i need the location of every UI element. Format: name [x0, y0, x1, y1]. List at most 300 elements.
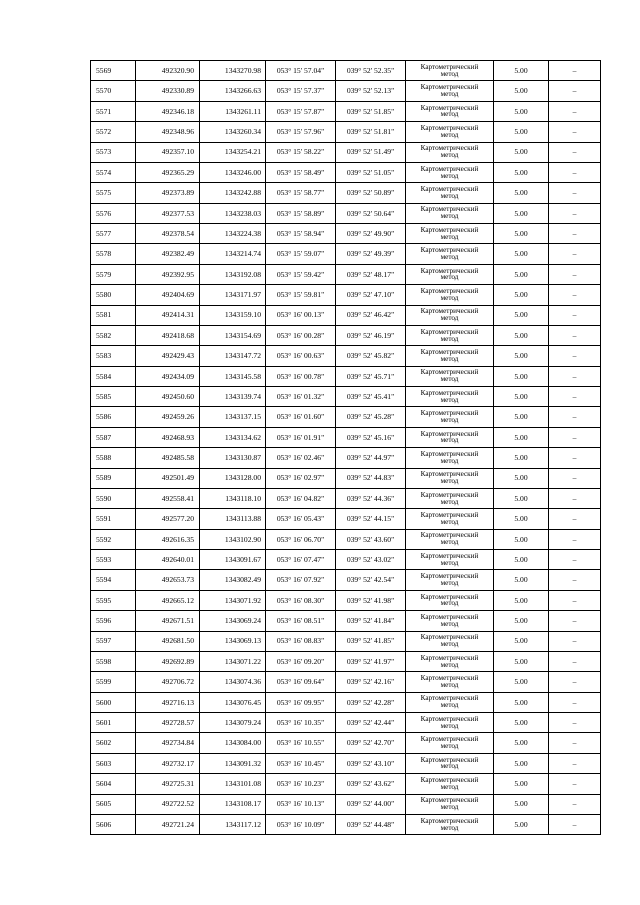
method-cell	[406, 285, 494, 305]
accuracy-cell: 5.00	[494, 285, 549, 305]
note-cell: –	[549, 162, 601, 182]
latitude-cell: 053° 15' 57.96"	[266, 122, 336, 142]
note-cell: –	[549, 203, 601, 223]
method-line-1: Картометрический	[420, 429, 479, 438]
coord-y-cell: 1343071.92	[200, 590, 266, 610]
method-line-2: метод	[440, 742, 459, 751]
accuracy-cell: 5.00	[494, 611, 549, 631]
method-cell	[406, 264, 494, 284]
method-line-1: Картометрический	[420, 694, 479, 703]
longitude-cell: 039° 52' 45.16"	[336, 427, 406, 447]
latitude-cell: 053° 15' 59.07"	[266, 244, 336, 264]
table-row	[91, 101, 601, 121]
latitude-cell: 053° 16' 01.32"	[266, 387, 336, 407]
method-cell	[406, 101, 494, 121]
method-cell	[406, 346, 494, 366]
note-cell: –	[549, 427, 601, 447]
method-line-1: Картометрический	[420, 612, 479, 621]
method-line-2: метод	[440, 232, 459, 241]
method-cell	[406, 325, 494, 345]
point-number-cell: 5584	[91, 366, 136, 386]
latitude-cell: 053° 16' 00.13"	[266, 305, 336, 325]
method-line-1: Картометрический	[420, 755, 479, 764]
point-number-cell: 5583	[91, 346, 136, 366]
table-row	[91, 529, 601, 549]
table-row	[91, 224, 601, 244]
point-number-cell: 5591	[91, 509, 136, 529]
latitude-cell: 053° 15' 58.77"	[266, 183, 336, 203]
coordinates-table	[90, 60, 601, 835]
table-row	[91, 550, 601, 570]
method-line-2: метод	[440, 456, 459, 465]
note-cell: –	[549, 733, 601, 753]
point-number-cell: 5604	[91, 774, 136, 794]
method-cell	[406, 509, 494, 529]
accuracy-cell: 5.00	[494, 488, 549, 508]
point-number-cell: 5598	[91, 651, 136, 671]
point-number-cell: 5577	[91, 224, 136, 244]
table-row	[91, 61, 601, 81]
method-cell	[406, 611, 494, 631]
accuracy-cell: 5.00	[494, 672, 549, 692]
table-row	[91, 814, 601, 834]
accuracy-cell: 5.00	[494, 183, 549, 203]
method-cell	[406, 468, 494, 488]
method-line-1: Картометрический	[420, 775, 479, 784]
longitude-cell: 039° 52' 41.97"	[336, 651, 406, 671]
note-cell: –	[549, 264, 601, 284]
method-cell	[406, 794, 494, 814]
longitude-cell: 039° 52' 44.48"	[336, 814, 406, 834]
table-body	[91, 61, 601, 835]
latitude-cell: 053° 15' 59.42"	[266, 264, 336, 284]
method-line-2: метод	[440, 517, 459, 526]
method-cell	[406, 244, 494, 264]
latitude-cell: 053° 16' 10.23"	[266, 774, 336, 794]
coord-x-cell: 492346.18	[136, 101, 200, 121]
method-line-2: метод	[440, 416, 459, 425]
method-line-1: Картометрический	[420, 103, 479, 112]
method-line-2: метод	[440, 191, 459, 200]
accuracy-cell: 5.00	[494, 509, 549, 529]
longitude-cell: 039° 52' 51.85"	[336, 101, 406, 121]
accuracy-cell: 5.00	[494, 529, 549, 549]
point-number-cell: 5581	[91, 305, 136, 325]
method-line-2: метод	[440, 599, 459, 608]
method-cell	[406, 122, 494, 142]
coord-x-cell: 492418.68	[136, 325, 200, 345]
accuracy-cell: 5.00	[494, 305, 549, 325]
note-cell: –	[549, 814, 601, 834]
note-cell: –	[549, 753, 601, 773]
method-cell	[406, 672, 494, 692]
accuracy-cell: 5.00	[494, 651, 549, 671]
latitude-cell: 053° 16' 08.30"	[266, 590, 336, 610]
longitude-cell: 039° 52' 42.44"	[336, 713, 406, 733]
method-line-2: метод	[440, 69, 459, 78]
coord-y-cell: 1343128.00	[200, 468, 266, 488]
note-cell: –	[549, 550, 601, 570]
accuracy-cell: 5.00	[494, 733, 549, 753]
longitude-cell: 039° 52' 49.90"	[336, 224, 406, 244]
accuracy-cell: 5.00	[494, 631, 549, 651]
longitude-cell: 039° 52' 42.28"	[336, 692, 406, 712]
table-row	[91, 183, 601, 203]
method-line-2: метод	[440, 660, 459, 669]
accuracy-cell: 5.00	[494, 122, 549, 142]
longitude-cell: 039° 52' 50.89"	[336, 183, 406, 203]
table-row	[91, 590, 601, 610]
latitude-cell: 053° 15' 57.04"	[266, 61, 336, 81]
method-line-2: метод	[440, 579, 459, 588]
coord-y-cell: 1343159.10	[200, 305, 266, 325]
longitude-cell: 039° 52' 52.35"	[336, 61, 406, 81]
longitude-cell: 039° 52' 51.49"	[336, 142, 406, 162]
table-row	[91, 672, 601, 692]
note-cell: –	[549, 122, 601, 142]
method-cell	[406, 651, 494, 671]
point-number-cell: 5590	[91, 488, 136, 508]
coord-x-cell: 492392.95	[136, 264, 200, 284]
longitude-cell: 039° 52' 41.98"	[336, 590, 406, 610]
method-line-2: метод	[440, 538, 459, 547]
method-line-1: Картометрический	[420, 225, 479, 234]
latitude-cell: 053° 16' 10.45"	[266, 753, 336, 773]
coord-y-cell: 1343113.88	[200, 509, 266, 529]
coord-y-cell: 1343108.17	[200, 794, 266, 814]
longitude-cell: 039° 52' 43.60"	[336, 529, 406, 549]
latitude-cell: 053° 16' 05.43"	[266, 509, 336, 529]
method-line-2: метод	[440, 619, 459, 628]
coord-x-cell: 492330.89	[136, 81, 200, 101]
method-line-1: Картометрический	[420, 735, 479, 744]
point-number-cell: 5589	[91, 468, 136, 488]
method-cell	[406, 203, 494, 223]
table-row	[91, 733, 601, 753]
coord-y-cell: 1343137.15	[200, 407, 266, 427]
method-cell	[406, 407, 494, 427]
coord-y-cell: 1343071.22	[200, 651, 266, 671]
method-line-1: Картометрический	[420, 470, 479, 479]
note-cell: –	[549, 305, 601, 325]
method-cell	[406, 570, 494, 590]
note-cell: –	[549, 488, 601, 508]
longitude-cell: 039° 52' 46.42"	[336, 305, 406, 325]
latitude-cell: 053° 16' 09.95"	[266, 692, 336, 712]
coord-y-cell: 1343224.38	[200, 224, 266, 244]
latitude-cell: 053° 16' 00.63"	[266, 346, 336, 366]
note-cell: –	[549, 366, 601, 386]
method-line-2: метод	[440, 823, 459, 832]
coord-y-cell: 1343101.08	[200, 774, 266, 794]
point-number-cell: 5605	[91, 794, 136, 814]
point-number-cell: 5574	[91, 162, 136, 182]
note-cell: –	[549, 448, 601, 468]
accuracy-cell: 5.00	[494, 244, 549, 264]
method-line-1: Картометрический	[420, 653, 479, 662]
coord-x-cell: 492378.54	[136, 224, 200, 244]
point-number-cell: 5569	[91, 61, 136, 81]
coord-x-cell: 492722.52	[136, 794, 200, 814]
method-cell	[406, 81, 494, 101]
coord-x-cell: 492365.29	[136, 162, 200, 182]
point-number-cell: 5571	[91, 101, 136, 121]
coord-y-cell: 1343117.12	[200, 814, 266, 834]
method-line-1: Картометрический	[420, 327, 479, 336]
latitude-cell: 053° 16' 01.60"	[266, 407, 336, 427]
accuracy-cell: 5.00	[494, 366, 549, 386]
method-line-1: Картометрический	[420, 409, 479, 418]
coord-x-cell: 492577.20	[136, 509, 200, 529]
longitude-cell: 039° 52' 44.97"	[336, 448, 406, 468]
coord-x-cell: 492382.49	[136, 244, 200, 264]
method-cell	[406, 550, 494, 570]
longitude-cell: 039° 52' 42.70"	[336, 733, 406, 753]
point-number-cell: 5595	[91, 590, 136, 610]
table-row	[91, 692, 601, 712]
coord-x-cell: 492459.26	[136, 407, 200, 427]
coord-x-cell: 492404.69	[136, 285, 200, 305]
coord-y-cell: 1343139.74	[200, 387, 266, 407]
table-row	[91, 468, 601, 488]
accuracy-cell: 5.00	[494, 753, 549, 773]
coord-x-cell: 492732.17	[136, 753, 200, 773]
accuracy-cell: 5.00	[494, 774, 549, 794]
table-row	[91, 81, 601, 101]
longitude-cell: 039° 52' 41.84"	[336, 611, 406, 631]
coord-y-cell: 1343079.24	[200, 713, 266, 733]
coord-x-cell: 492501.49	[136, 468, 200, 488]
latitude-cell: 053° 16' 08.51"	[266, 611, 336, 631]
method-cell	[406, 305, 494, 325]
latitude-cell: 053° 15' 58.89"	[266, 203, 336, 223]
longitude-cell: 039° 52' 42.54"	[336, 570, 406, 590]
point-number-cell: 5580	[91, 285, 136, 305]
table-row	[91, 142, 601, 162]
table-row	[91, 427, 601, 447]
accuracy-cell: 5.00	[494, 794, 549, 814]
note-cell: –	[549, 101, 601, 121]
method-line-2: метод	[440, 375, 459, 384]
point-number-cell: 5576	[91, 203, 136, 223]
accuracy-cell: 5.00	[494, 203, 549, 223]
note-cell: –	[549, 142, 601, 162]
latitude-cell: 053° 15' 58.94"	[266, 224, 336, 244]
method-line-2: метод	[440, 558, 459, 567]
coord-x-cell: 492414.31	[136, 305, 200, 325]
point-number-cell: 5575	[91, 183, 136, 203]
latitude-cell: 053° 16' 08.83"	[266, 631, 336, 651]
method-line-1: Картометрический	[420, 286, 479, 295]
method-line-2: метод	[440, 314, 459, 323]
longitude-cell: 039° 52' 45.28"	[336, 407, 406, 427]
coord-x-cell: 492320.90	[136, 61, 200, 81]
accuracy-cell: 5.00	[494, 81, 549, 101]
note-cell: –	[549, 651, 601, 671]
longitude-cell: 039° 52' 44.15"	[336, 509, 406, 529]
latitude-cell: 053° 16' 06.70"	[266, 529, 336, 549]
method-line-1: Картометрический	[420, 388, 479, 397]
table-row	[91, 264, 601, 284]
point-number-cell: 5587	[91, 427, 136, 447]
point-number-cell: 5579	[91, 264, 136, 284]
coord-x-cell: 492725.31	[136, 774, 200, 794]
note-cell: –	[549, 672, 601, 692]
longitude-cell: 039° 52' 45.71"	[336, 366, 406, 386]
table-row	[91, 774, 601, 794]
latitude-cell: 053° 16' 01.91"	[266, 427, 336, 447]
method-cell	[406, 366, 494, 386]
method-line-1: Картометрический	[420, 796, 479, 805]
method-cell	[406, 733, 494, 753]
coord-y-cell: 1343260.34	[200, 122, 266, 142]
coord-y-cell: 1343118.10	[200, 488, 266, 508]
table-row	[91, 509, 601, 529]
latitude-cell: 053° 15' 59.81"	[266, 285, 336, 305]
accuracy-cell: 5.00	[494, 448, 549, 468]
method-line-2: метод	[440, 436, 459, 445]
latitude-cell: 053° 16' 07.47"	[266, 550, 336, 570]
method-line-2: метод	[440, 721, 459, 730]
coord-y-cell: 1343134.62	[200, 427, 266, 447]
method-line-1: Картометрический	[420, 348, 479, 357]
point-number-cell: 5599	[91, 672, 136, 692]
accuracy-cell: 5.00	[494, 101, 549, 121]
coord-x-cell: 492348.96	[136, 122, 200, 142]
coord-x-cell: 492721.24	[136, 814, 200, 834]
point-number-cell: 5597	[91, 631, 136, 651]
coord-y-cell: 1343102.90	[200, 529, 266, 549]
method-line-1: Картометрический	[420, 185, 479, 194]
method-line-2: метод	[440, 273, 459, 282]
latitude-cell: 053° 16' 00.78"	[266, 366, 336, 386]
note-cell: –	[549, 244, 601, 264]
coord-y-cell: 1343192.08	[200, 264, 266, 284]
coord-x-cell: 492653.73	[136, 570, 200, 590]
note-cell: –	[549, 325, 601, 345]
method-cell	[406, 590, 494, 610]
method-line-2: метод	[440, 212, 459, 221]
coord-y-cell: 1343238.03	[200, 203, 266, 223]
latitude-cell: 053° 16' 02.97"	[266, 468, 336, 488]
coord-y-cell: 1343246.00	[200, 162, 266, 182]
note-cell: –	[549, 387, 601, 407]
method-line-1: Картометрический	[420, 449, 479, 458]
coord-y-cell: 1343242.88	[200, 183, 266, 203]
accuracy-cell: 5.00	[494, 692, 549, 712]
accuracy-cell: 5.00	[494, 387, 549, 407]
method-line-1: Картометрический	[420, 633, 479, 642]
method-line-2: метод	[440, 762, 459, 771]
latitude-cell: 053° 15' 58.49"	[266, 162, 336, 182]
table-row	[91, 753, 601, 773]
longitude-cell: 039° 52' 52.13"	[336, 81, 406, 101]
latitude-cell: 053° 16' 00.28"	[266, 325, 336, 345]
table-row	[91, 305, 601, 325]
method-line-2: метод	[440, 151, 459, 160]
coord-y-cell: 1343147.72	[200, 346, 266, 366]
longitude-cell: 039° 52' 51.05"	[336, 162, 406, 182]
coord-y-cell: 1343154.69	[200, 325, 266, 345]
point-number-cell: 5602	[91, 733, 136, 753]
method-line-1: Картометрический	[420, 164, 479, 173]
latitude-cell: 053° 16' 04.82"	[266, 488, 336, 508]
coordinates-sheet	[90, 60, 600, 835]
method-cell	[406, 753, 494, 773]
note-cell: –	[549, 529, 601, 549]
coord-x-cell: 492373.89	[136, 183, 200, 203]
table-row	[91, 387, 601, 407]
coord-y-cell: 1343076.45	[200, 692, 266, 712]
method-line-2: метод	[440, 782, 459, 791]
method-line-1: Картометрический	[420, 62, 479, 71]
table-row	[91, 488, 601, 508]
point-number-cell: 5585	[91, 387, 136, 407]
point-number-cell: 5570	[91, 81, 136, 101]
note-cell: –	[549, 61, 601, 81]
method-line-1: Картометрический	[420, 246, 479, 255]
method-line-1: Картометрический	[420, 511, 479, 520]
latitude-cell: 053° 15' 57.37"	[266, 81, 336, 101]
note-cell: –	[549, 692, 601, 712]
point-number-cell: 5592	[91, 529, 136, 549]
method-line-2: метод	[440, 171, 459, 180]
point-number-cell: 5606	[91, 814, 136, 834]
latitude-cell: 053° 16' 10.35"	[266, 713, 336, 733]
method-line-2: метод	[440, 803, 459, 812]
method-line-1: Картометрический	[420, 123, 479, 132]
coord-y-cell: 1343069.13	[200, 631, 266, 651]
accuracy-cell: 5.00	[494, 468, 549, 488]
latitude-cell: 053° 16' 10.13"	[266, 794, 336, 814]
longitude-cell: 039° 52' 43.10"	[336, 753, 406, 773]
coord-x-cell: 492665.12	[136, 590, 200, 610]
note-cell: –	[549, 81, 601, 101]
coord-x-cell: 492681.50	[136, 631, 200, 651]
coord-x-cell: 492671.51	[136, 611, 200, 631]
method-line-1: Картометрический	[420, 368, 479, 377]
method-line-1: Картометрический	[420, 592, 479, 601]
method-line-2: метод	[440, 701, 459, 710]
latitude-cell: 053° 16' 02.46"	[266, 448, 336, 468]
latitude-cell: 053° 16' 09.20"	[266, 651, 336, 671]
coord-y-cell: 1343270.98	[200, 61, 266, 81]
method-line-1: Картометрический	[420, 144, 479, 153]
method-line-2: метод	[440, 334, 459, 343]
note-cell: –	[549, 509, 601, 529]
method-line-1: Картометрический	[420, 490, 479, 499]
note-cell: –	[549, 611, 601, 631]
table-row	[91, 285, 601, 305]
coord-x-cell: 492429.43	[136, 346, 200, 366]
coord-y-cell: 1343145.58	[200, 366, 266, 386]
method-line-2: метод	[440, 680, 459, 689]
accuracy-cell: 5.00	[494, 407, 549, 427]
longitude-cell: 039° 52' 47.10"	[336, 285, 406, 305]
accuracy-cell: 5.00	[494, 427, 549, 447]
method-line-1: Картометрический	[420, 816, 479, 825]
point-number-cell: 5588	[91, 448, 136, 468]
point-number-cell: 5582	[91, 325, 136, 345]
method-cell	[406, 814, 494, 834]
table-row	[91, 203, 601, 223]
latitude-cell: 053° 15' 58.22"	[266, 142, 336, 162]
latitude-cell: 053° 16' 09.64"	[266, 672, 336, 692]
longitude-cell: 039° 52' 45.82"	[336, 346, 406, 366]
method-line-2: метод	[440, 477, 459, 486]
method-line-1: Картометрический	[420, 551, 479, 560]
point-number-cell: 5573	[91, 142, 136, 162]
